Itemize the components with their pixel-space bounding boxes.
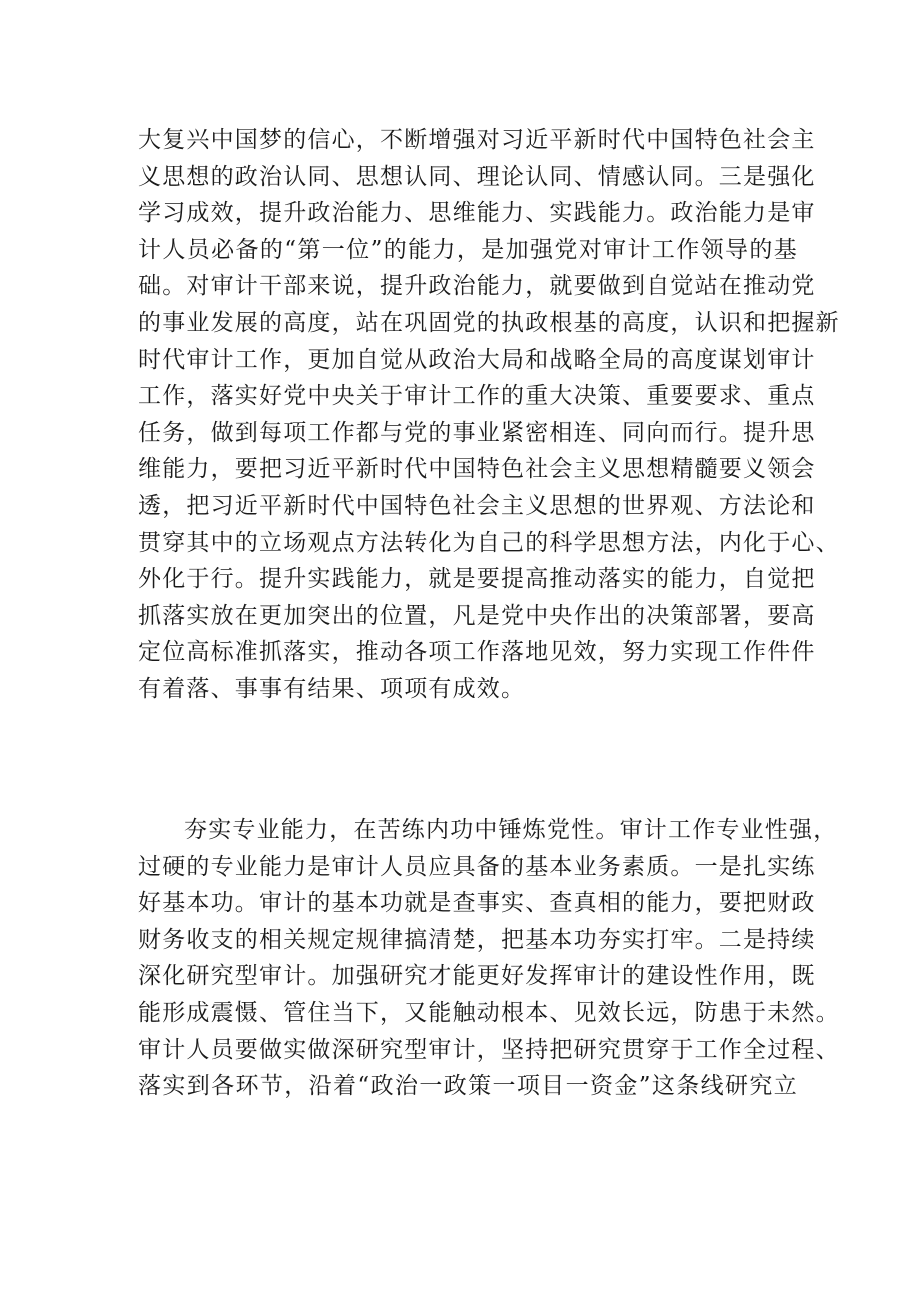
- text-line: 深化研究型审计。加强研究才能更好发挥审计的建设性作用，既: [138, 963, 816, 990]
- text-line: 学习成效，提升政治能力、思维能力、实践能力。政治能力是审: [138, 200, 816, 227]
- text-line: 工作，落实好党中央关于审计工作的重大决策、重要要求、重点: [138, 383, 816, 410]
- text-line: 维能力，要把习近平新时代中国特色社会主义思想精髓要义领会: [138, 456, 816, 483]
- text-line: 抓落实放在更加突出的位置，凡是党中央作出的决策部署，要高: [138, 602, 816, 629]
- text-line: 义思想的政治认同、思想认同、理论认同、情感认同。三是强化: [138, 163, 816, 190]
- text-line: 审计人员要做实做深研究型审计，坚持把研究贯穿于工作全过程、: [138, 1036, 840, 1063]
- text-line: 贯穿其中的立场观点方法转化为自己的科学思想方法，内化于心、: [138, 529, 840, 556]
- text-line: 落实到各环节，沿着“政治一政策一项目一资金”这条线研究立: [138, 1073, 798, 1100]
- text-line: 财务收支的相关规定规律搞清楚，把基本功夯实打牢。二是持续: [138, 926, 816, 953]
- body-paragraph-2: [138, 812, 840, 1105]
- text-line: 过硬的专业能力是审计人员应具备的基本业务素质。一是扎实练: [138, 853, 816, 880]
- text-line: 好基本功。审计的基本功就是查事实、查真相的能力，要把财政: [138, 890, 816, 917]
- text-line: 定位高标准抓落实，推动各项工作落地见效，努力实现工作件件: [138, 639, 816, 666]
- text-line: 的事业发展的高度，站在巩固党的执政根基的高度，认识和把握新: [138, 309, 840, 336]
- text-line: 能形成震慑、管住当下，又能触动根本、见效长远，防患于未然。: [138, 999, 840, 1026]
- text-line: 时代审计工作，更加自觉从政治大局和战略全局的高度谋划审计: [138, 346, 816, 373]
- text-line: 任务，做到每项工作都与党的事业紧密相连、同向而行。提升思: [138, 419, 816, 446]
- text-line: 础。对审计干部来说，提升政治能力，就要做到自觉站在推动党: [138, 273, 816, 300]
- text-line: 大复兴中国梦的信心，不断增强对习近平新时代中国特色社会主: [138, 127, 816, 153]
- body-paragraph-1: [138, 122, 840, 708]
- text-line: 有着落、事事有结果、项项有成效。: [138, 675, 526, 702]
- text-line: 外化于行。提升实践能力，就是要提高推动落实的能力，自觉把: [138, 566, 816, 593]
- text-line: 透，把习近平新时代中国特色社会主义思想的世界观、方法论和: [138, 492, 816, 519]
- text-line: 计人员必备的“第一位”的能力，是加强党对审计工作领导的基: [138, 236, 798, 263]
- text-line: 夯实专业能力，在苦练内功中锤炼党性。审计工作专业性强，: [184, 817, 838, 843]
